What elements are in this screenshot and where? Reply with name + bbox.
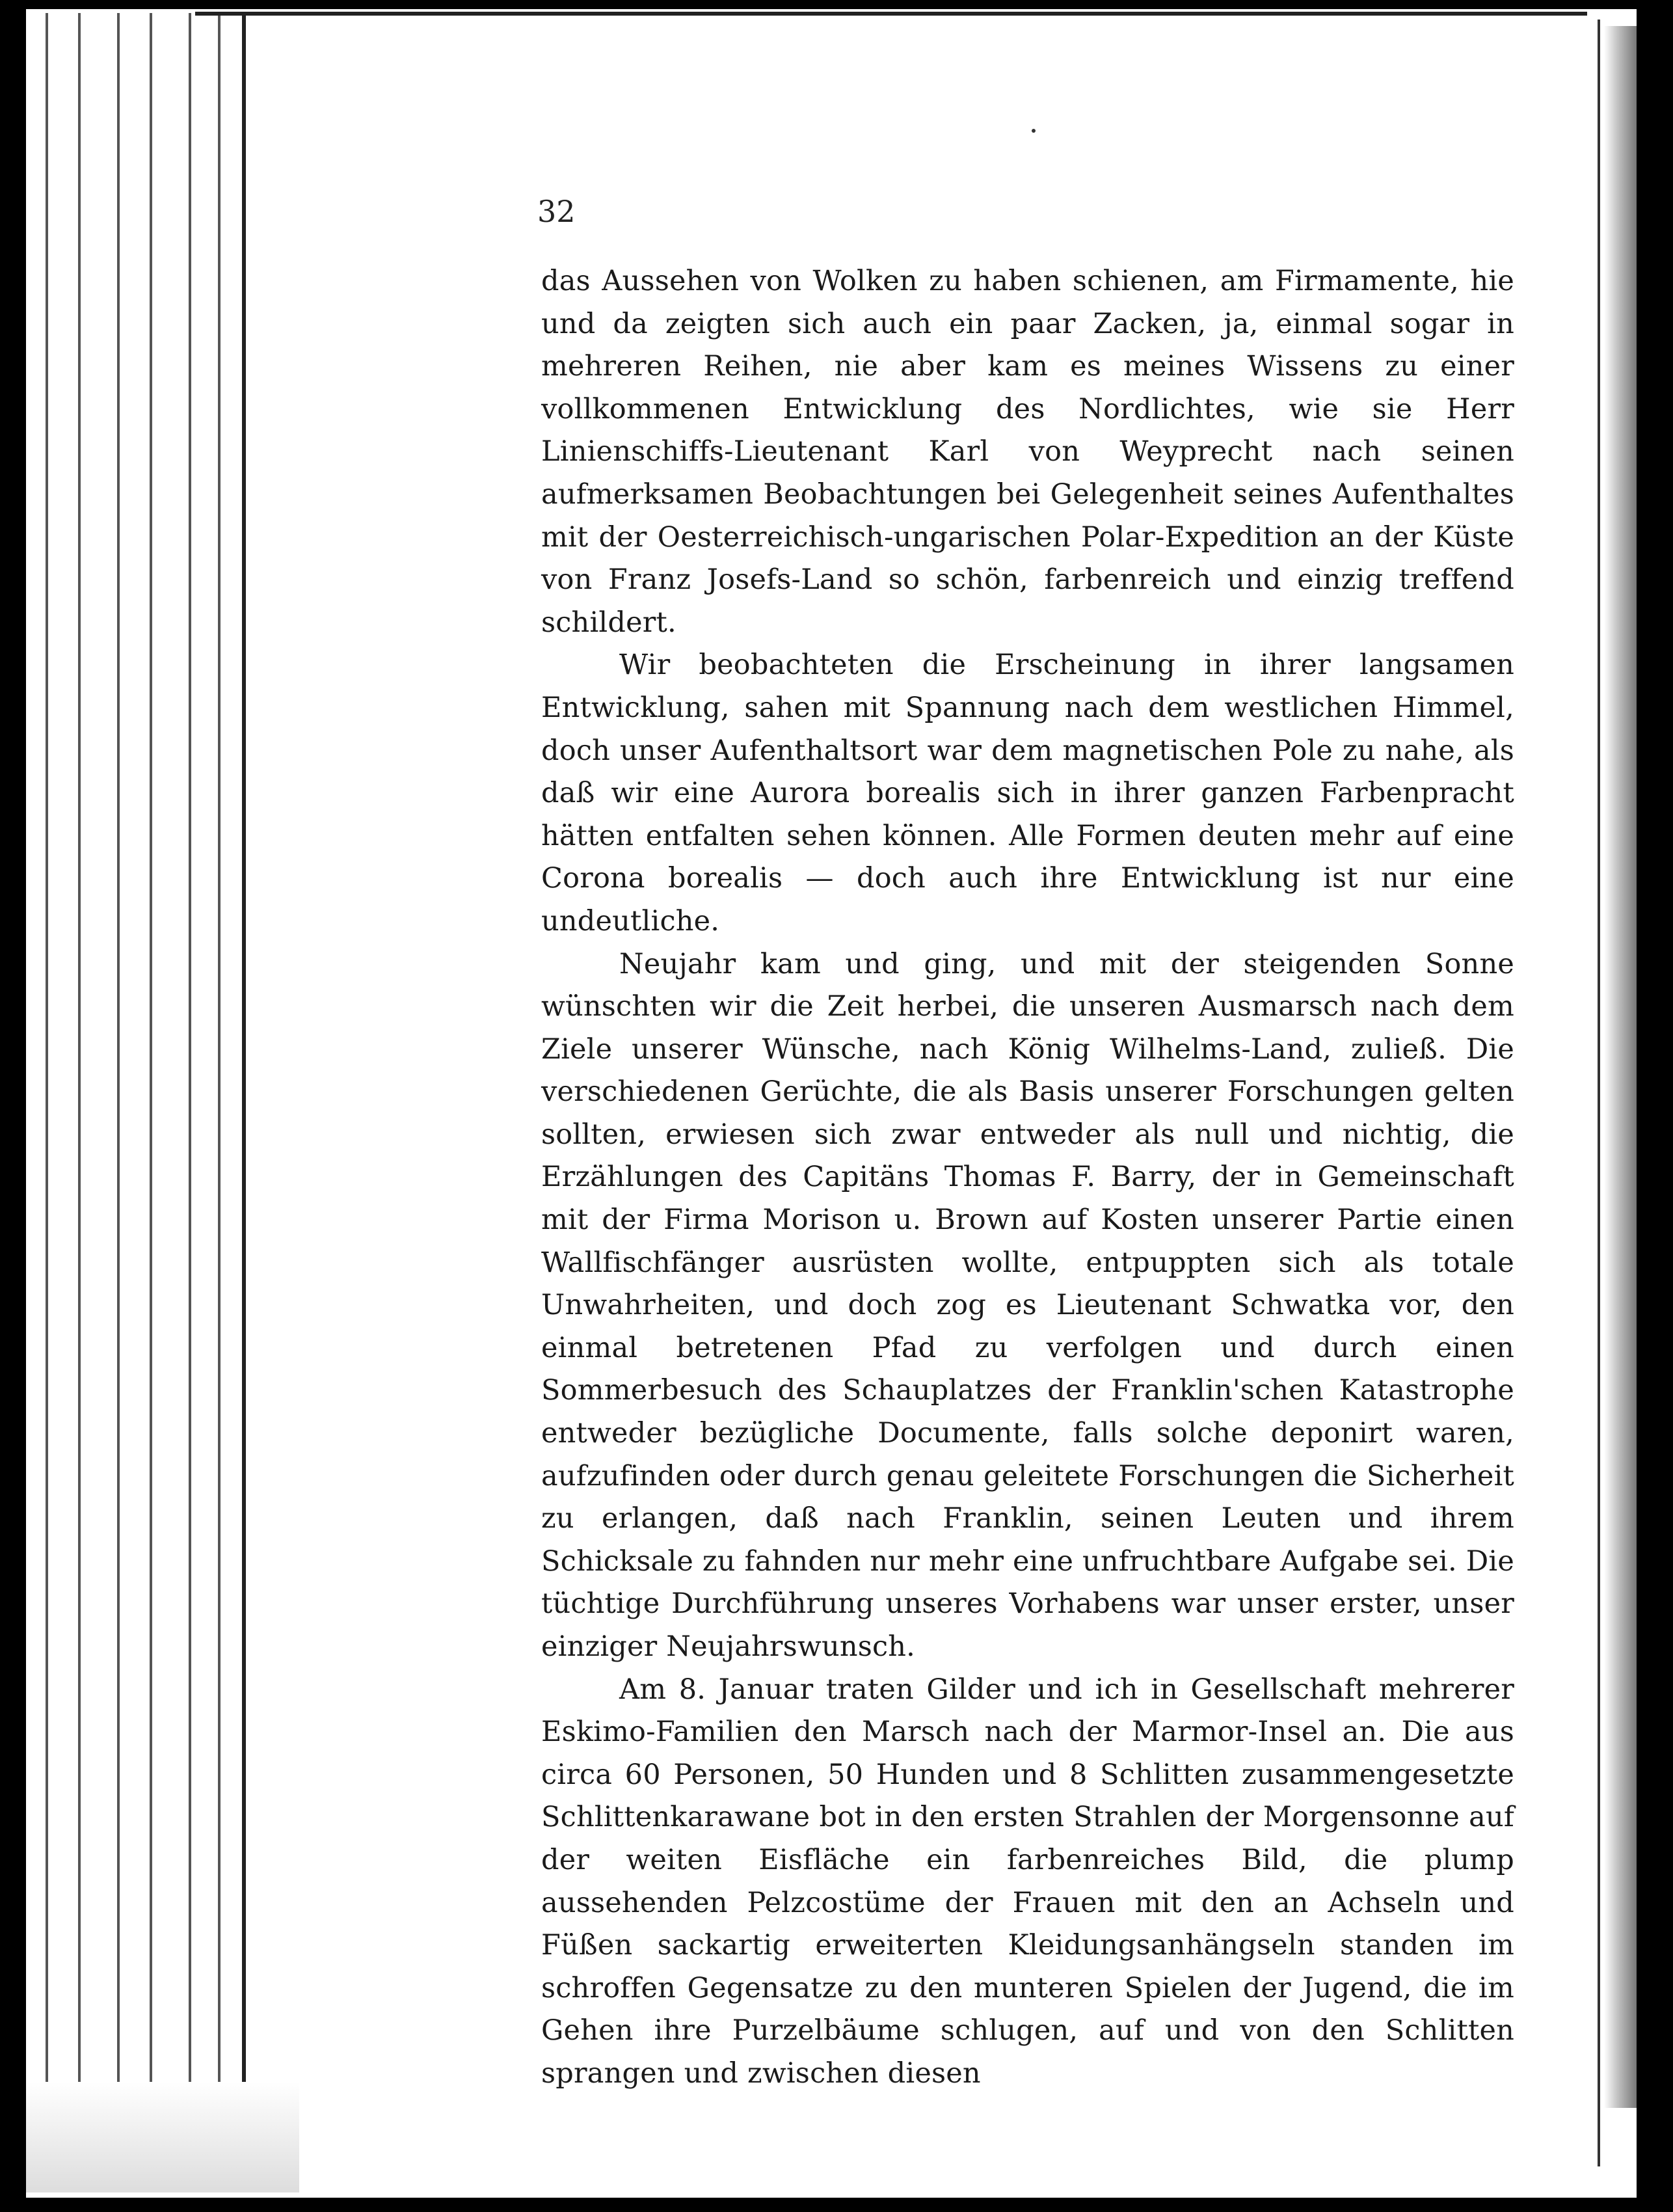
page-edge-top bbox=[195, 12, 1587, 16]
page-edge bbox=[46, 13, 48, 2082]
paragraph: Am 8. Januar traten Gilder und ich in Gesellschaft mehrerer Eskimo-Familien den Marsch nach der Marmor-Insel an. Die aus circa 60 Personen, 50 Hunden und 8 Schlitten zusammengesetzte Schlittenkarawane bot in den ersten Strahlen der Morgensonne auf der weiten Eisfläche ein farbenreiches Bild, die plump aussehenden Pelzcostüme der Frauen mit den an Achseln und Füßen sackartig erweiterten Kleidungsanhängseln standen im schroffen Gegensatze zu den munteren Spielen der Jugend, die im Gehen ihre Purzelbäume schlugen, auf und von den Schlitten sprangen und zwischen diesen bbox=[541, 1673, 1514, 2090]
page-edge bbox=[150, 13, 152, 2082]
paragraph: das Aussehen von Wolken zu haben schienen, am Firmamente, hie und da zeigten sich auch ein paar Zacken, ja, einmal sogar in mehreren Reihen, nie aber kam es meines Wissens zu einer vollkommenen Entwicklung des Nordlichtes, wie sie Herr Linienschiffs-Lieutenant Karl von Weyprecht nach seinen aufmerksamen Beobachtungen bei Gelegenheit seines Aufenthaltes mit der Oesterreichisch-ungarischen Polar-Expedition an der Küste von Franz Josefs-Land so schön, farbenreich und einzig treffend schildert. bbox=[541, 265, 1514, 639]
scan-border-left bbox=[0, 0, 26, 2212]
page-shadow-bottom bbox=[26, 2082, 299, 2192]
paragraph: Wir beobachteten die Erscheinung in ihrer langsamen Entwicklung, sahen mit Spannung nach dem westlichen Himmel, doch unser Aufenthaltsort war dem magnetischen Pole zu nahe, als daß wir eine Aurora borealis sich in ihrer ganzen Farbenpracht hätten entfalten sehen können. Alle Formen deuten mehr auf eine Corona borealis — doch auch ihre Entwicklung ist nur eine undeutliche. bbox=[541, 649, 1514, 937]
scan-speck bbox=[1032, 129, 1036, 133]
page-number: 32 bbox=[537, 194, 576, 229]
page-edge bbox=[78, 13, 81, 2082]
page-edge bbox=[218, 13, 221, 2082]
scan-border-bottom bbox=[0, 2198, 1673, 2212]
scan-border-right bbox=[1637, 0, 1673, 2212]
page-edge bbox=[117, 13, 120, 2082]
page-edge bbox=[242, 13, 246, 2082]
page-edge-right bbox=[1598, 20, 1600, 2166]
binding-shadow bbox=[1604, 26, 1637, 2108]
scan-border-top bbox=[0, 0, 1673, 9]
page-edge bbox=[189, 13, 191, 2082]
body-text bbox=[541, 260, 1514, 2096]
paragraph: Neujahr kam und ging, und mit der steigenden Sonne wünschten wir die Zeit herbei, die unseren Ausmarsch nach dem Ziele unserer Wünsche, nach König Wilhelms-Land, zuließ. Die verschiedenen Gerüchte, die als Basis unserer Forschungen gelten sollten, erwiesen sich zwar entweder als null und nichtig, die Erzählungen des Capitäns Thomas F. Barry, der in Gemeinschaft mit der Firma Morison u. Brown auf Kosten unserer Partie einen Wallfischfänger ausrüsten wollte, entpuppten sich als totale Unwahrheiten, und doch zog es Lieutenant Schwatka vor, den einmal betretenen Pfad zu verfolgen und durch einen Sommerbesuch des Schauplatzes der Franklin'schen Katastrophe entweder bezügliche Documente, falls solche deponirt waren, aufzufinden oder durch genau geleitete Forschungen die Sicherheit zu erlangen, daß nach Franklin, seinen Leuten und ihrem Schicksale zu fahnden nur mehr eine unfruchtbare Aufgabe sei. Die tüchtige Durchführung unseres Vorhabens war unser erster, unser einziger Neujahrswunsch. bbox=[541, 947, 1514, 1663]
